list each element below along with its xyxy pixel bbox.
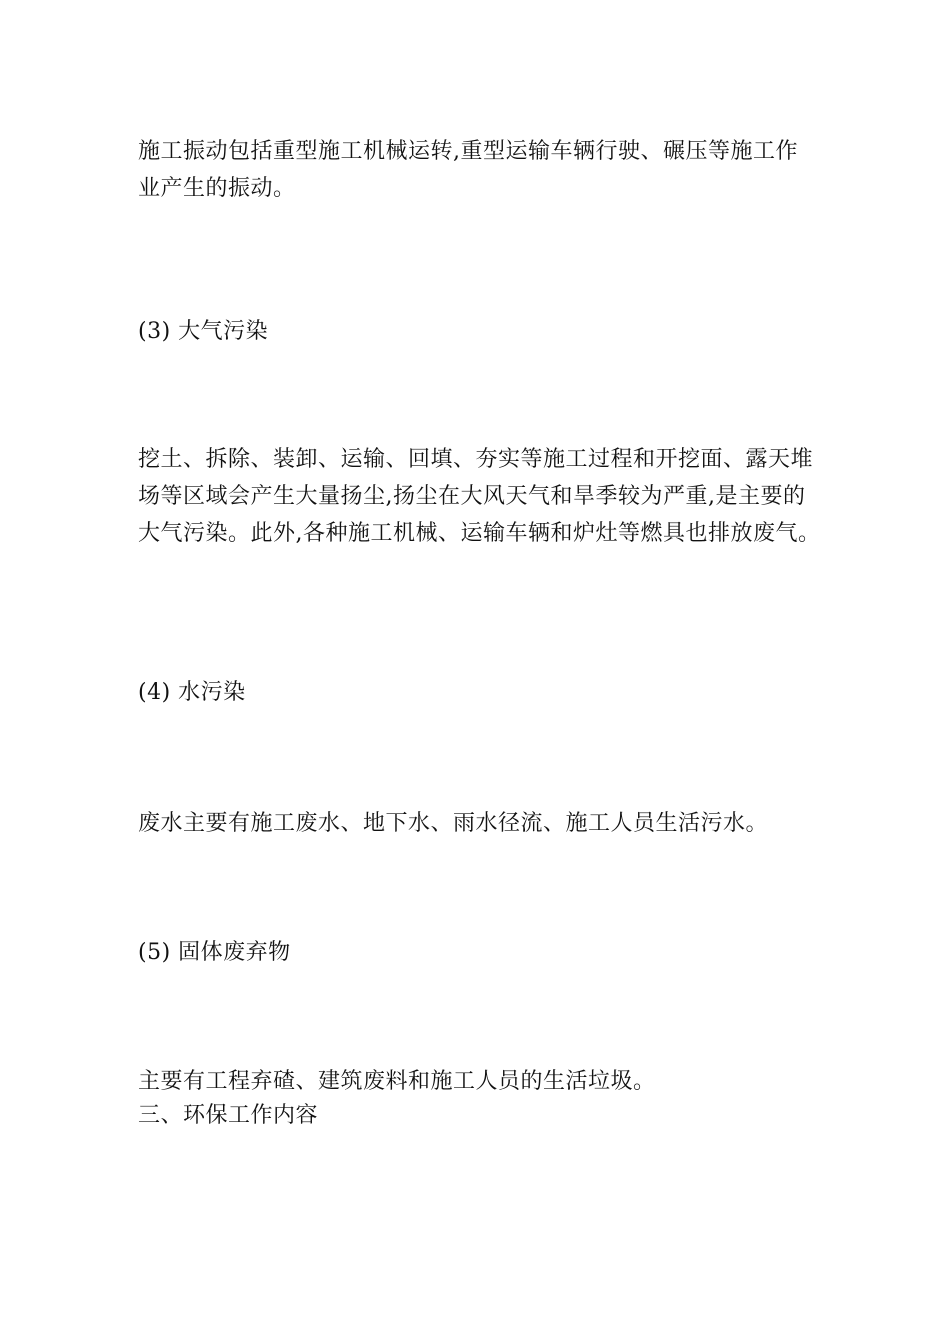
text-line: 废水主要有施工废水、地下水、雨水径流、施工人员生活污水。: [138, 811, 769, 836]
heading-water-pollution: [138, 674, 818, 711]
paragraph-wastewater: [138, 805, 818, 842]
text-line: 主要有工程弃碴、建筑废料和施工人员的生活垃圾。: [138, 1069, 656, 1094]
heading-solid-waste: [138, 934, 818, 971]
paragraph-air-pollution: [138, 441, 821, 552]
text-line: 施工振动包括重型施工机械运转,重型运输车辆行驶、碾压等施工作: [138, 139, 798, 164]
text-line: (3) 大气污染: [138, 319, 269, 344]
text-line: 大气污染。此外,各种施工机械、运输车辆和炉灶等燃具也排放废气。: [138, 521, 821, 546]
text-line: 场等区域会产生大量扬尘,扬尘在大风天气和旱季较为严重,是主要的: [138, 484, 806, 509]
paragraph-solid-waste: [138, 1065, 818, 1133]
heading-air-pollution: [138, 313, 818, 350]
text-line: (4) 水污染: [138, 680, 246, 705]
text-line: 挖土、拆除、装卸、运输、回填、夯实等施工过程和开挖面、露天堆: [138, 447, 814, 472]
text-line: (5) 固体废弃物: [138, 940, 291, 965]
section-heading-env-work: 三、环保工作内容: [138, 1103, 319, 1128]
text-line: 业产生的振动。: [138, 176, 296, 201]
paragraph-vibration: [138, 133, 818, 207]
